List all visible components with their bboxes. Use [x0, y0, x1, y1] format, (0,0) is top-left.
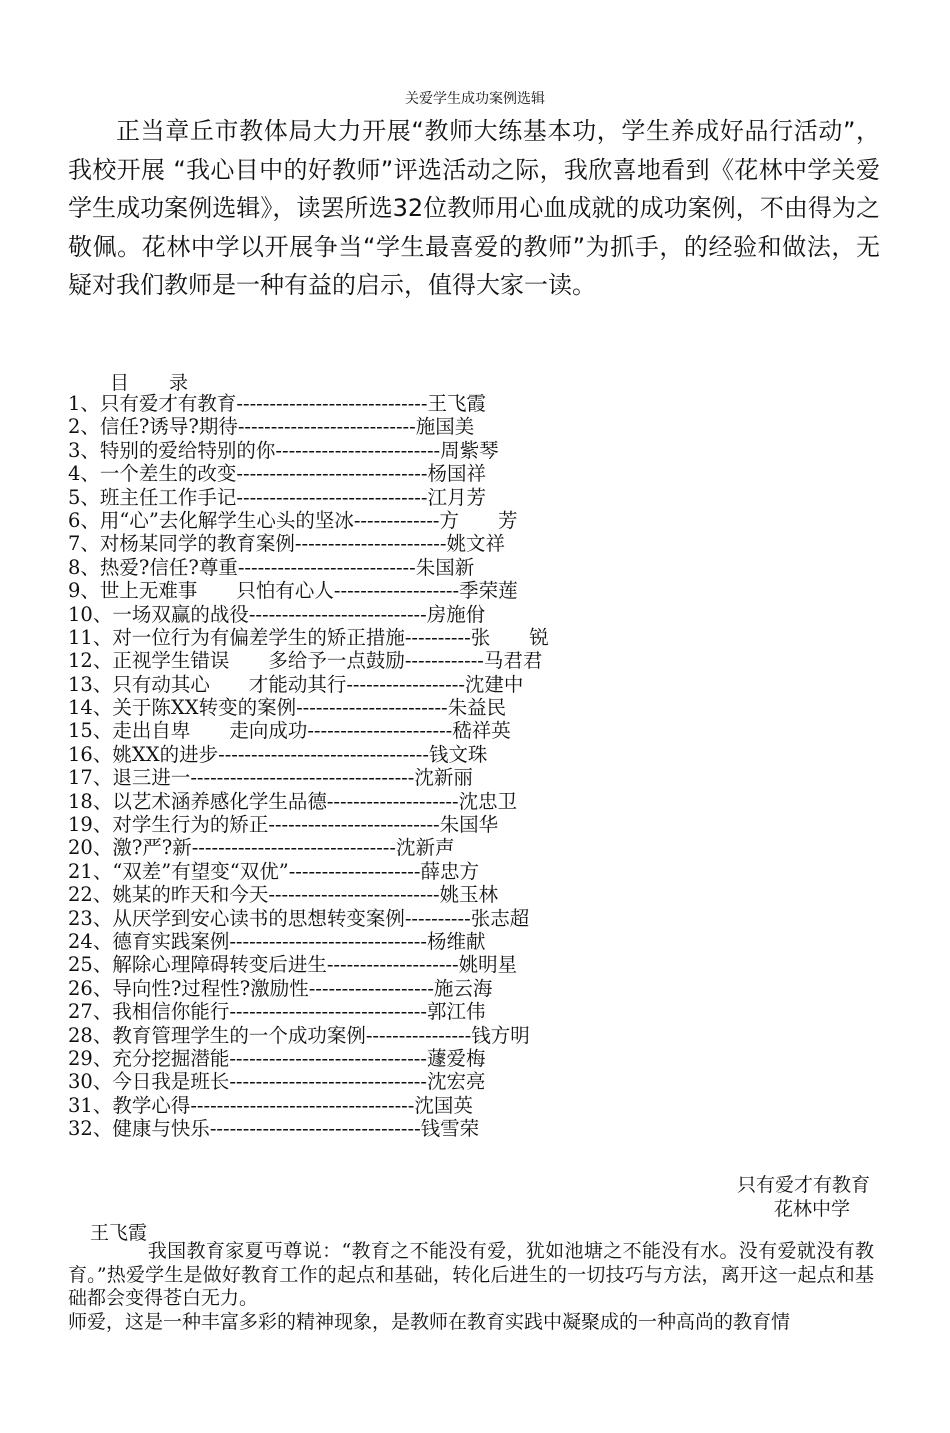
toc-item: 28、教育管理学生的一个成功案例----------------钱方明	[68, 1023, 530, 1047]
article-author: 王飞霞	[90, 1222, 148, 1244]
toc-item: 1、只有爱才有教育-----------------------------王飞霞	[68, 392, 486, 415]
article-paragraph: 师爱，这是一种丰富多彩的精神现象，是教师在教育实践中凝聚成的一种高尚的教育情	[68, 1310, 791, 1333]
toc-item: 6、用“心”去化解学生心头的坚冰-------------方 芳	[68, 508, 518, 532]
toc-item: 8、热爱?信任?尊重---------------------------朱国新	[68, 555, 475, 579]
article-school: 花林中学	[773, 1198, 850, 1220]
toc-item: 26、导向性?过程性?激励性-------------------施云海	[68, 976, 493, 1000]
toc-item: 24、德育实践案例------------------------------杨维献	[68, 929, 486, 953]
toc-item: 2、信任?诱导?期待---------------------------施国美	[68, 415, 475, 439]
article-body	[68, 1240, 874, 1334]
toc-item: 23、从厌学到安心读书的思想转变案例----------张志超	[68, 906, 530, 930]
toc-item: 21、“双差”有望变“双优”--------------------薛忠方	[68, 859, 479, 883]
toc-item: 11、对一位行为有偏差学生的矫正措施----------张 锐	[68, 625, 549, 649]
toc-item: 27、我相信你能行------------------------------郭江伟	[68, 1000, 486, 1024]
document-title: 关爱学生成功案例选辑	[405, 91, 545, 107]
toc-item: 16、姚XX的进步--------------------------------钱文珠	[68, 742, 488, 766]
toc-item: 12、正视学生错误 多给予一点鼓励------------马君君	[68, 649, 543, 673]
toc-item: 20、激?严?新-------------------------------沈新声	[68, 836, 455, 860]
toc-item: 5、班主任工作手记-----------------------------江月芳	[68, 485, 486, 509]
intro-paragraph: 正当章丘市教体局大力开展“教师大练基本功，学生养成好品行活动”，我校开展 “我心目中的好教师”评选活动之际，我欣喜地看到《花林中学关爱学生成功案例选辑》，读罢所选32位教师用心血成就的成功案例，不由得为之敬佩。花林中学以开展争当“学生最喜爱的教师”为抓手，的经验和做法，无疑对我们教师是一种有益的启示，值得大家一读。	[68, 117, 880, 299]
toc-heading: 目录	[110, 372, 229, 394]
article-paragraph: 我国教育家夏丏尊说：“教育之不能没有爱，犹如池塘之不能没有水。没有爱就没有教育。”热爱学生是做好教育工作的起点和基础，转化后进生的一切技巧与方法，离开这一起点和基础都会变得苍白无力。	[68, 1240, 874, 1309]
toc-item: 17、退三进一----------------------------------沈新丽	[68, 766, 473, 790]
toc-item: 32、健康与快乐--------------------------------钱雪荣	[68, 1117, 480, 1141]
toc-item: 25、解除心理障碍转变后进生--------------------姚明星	[68, 953, 518, 977]
toc-item: 10、一场双赢的战役---------------------------房施佾	[68, 602, 486, 626]
toc-item: 18、以艺术涵养感化学生品德--------------------沈忠卫	[68, 789, 518, 813]
toc-item: 3、特别的爱给特别的你-------------------------周紫琴	[68, 438, 499, 462]
toc-item: 14、关于陈XX转变的案例-----------------------朱益民	[68, 696, 507, 720]
intro-section	[68, 112, 880, 305]
toc-item: 13、只有动其心 才能动其行------------------沈建中	[68, 672, 524, 696]
toc-item: 31、教学心得----------------------------------沈国英	[68, 1093, 473, 1117]
toc-item: 15、走出自卑 走向成功----------------------嵇祥英	[68, 719, 511, 743]
table-of-contents	[68, 392, 668, 1141]
toc-item: 22、姚某的昨天和今天--------------------------姚玉林	[68, 883, 499, 907]
toc-item: 30、今日我是班长------------------------------沈宏亮	[68, 1070, 486, 1094]
toc-item: 4、一个差生的改变-----------------------------杨国祥	[68, 462, 486, 486]
toc-item: 9、世上无难事 只怕有心人-------------------季荣莲	[68, 579, 518, 603]
toc-item: 7、对杨某同学的教育案例-----------------------姚文祥	[68, 532, 505, 556]
toc-item: 19、对学生行为的矫正--------------------------朱国华	[68, 813, 499, 837]
article-title: 只有爱才有教育	[736, 1174, 870, 1196]
toc-item: 29、充分挖掘潜能------------------------------蘧爱梅	[68, 1046, 486, 1070]
